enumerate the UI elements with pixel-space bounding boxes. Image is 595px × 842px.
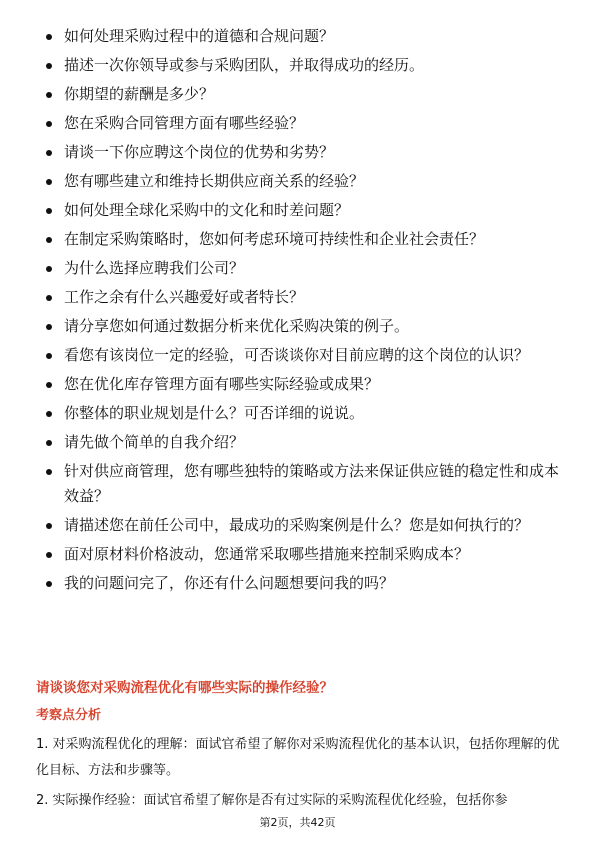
list-item xyxy=(44,24,564,49)
bullet-icon xyxy=(46,92,52,98)
bullet-icon xyxy=(46,324,52,330)
list-item xyxy=(44,343,564,368)
bullet-icon xyxy=(46,353,52,359)
list-item xyxy=(44,430,564,455)
bullet-icon xyxy=(46,121,52,127)
section-title: 考察点分析 xyxy=(36,708,102,723)
list-item xyxy=(44,285,564,310)
list-item-text: 如何处理采购过程中的道德和合规问题？ xyxy=(64,27,335,45)
question-list xyxy=(44,24,564,600)
list-item xyxy=(44,256,564,281)
list-item-text: 面对原材料价格波动，您通常采取哪些措施来控制采购成本？ xyxy=(64,545,470,563)
bullet-icon xyxy=(46,63,52,69)
list-item-text: 看您有该岗位一定的经验，可否谈谈你对目前应聘的这个岗位的认识？ xyxy=(64,346,530,364)
list-item-text: 工作之余有什么兴趣爱好或者特长？ xyxy=(64,288,305,306)
list-item-text: 请谈一下你应聘这个岗位的优势和劣势？ xyxy=(64,143,335,161)
bullet-icon xyxy=(46,552,52,558)
list-item-text: 请分享您如何通过数据分析来优化采购决策的例子。 xyxy=(64,317,410,335)
analysis-list xyxy=(36,732,562,818)
bullet-icon xyxy=(46,34,52,40)
list-item xyxy=(44,140,564,165)
highlight-question: 请谈谈您对采购流程优化有哪些实际的操作经验？ xyxy=(36,680,333,696)
list-item xyxy=(44,571,564,596)
bullet-icon xyxy=(46,411,52,417)
list-item-text: 您在采购合同管理方面有哪些经验？ xyxy=(64,114,305,132)
list-item xyxy=(44,198,564,223)
list-item-text: 我的问题问完了，你还有什么问题想要问我的吗？ xyxy=(64,574,395,592)
list-item-text: 你整体的职业规划是什么？可否详细的说说。 xyxy=(64,404,365,422)
bullet-icon xyxy=(46,382,52,388)
list-item xyxy=(44,82,564,107)
list-item xyxy=(44,53,564,78)
list-item-text: 请描述您在前任公司中，最成功的采购案例是什么？您是如何执行的？ xyxy=(64,516,530,534)
bullet-icon xyxy=(46,266,52,272)
list-item xyxy=(44,401,564,426)
bullet-icon xyxy=(46,523,52,529)
bullet-icon xyxy=(46,469,52,475)
list-item xyxy=(44,227,564,252)
list-item-text: 为什么选择应聘我们公司？ xyxy=(64,259,245,277)
list-item xyxy=(44,459,564,509)
list-item xyxy=(44,542,564,567)
list-item-text: 在制定采购策略时，您如何考虑环境可持续性和企业社会责任？ xyxy=(64,230,485,248)
page-footer: 第2页，共42页 xyxy=(259,816,336,829)
list-item xyxy=(44,513,564,538)
list-item xyxy=(44,372,564,397)
analysis-item: 2. 实际操作经验：面试官希望了解你是否有过实际的采购流程优化经验，包括你参 xyxy=(36,793,508,808)
analysis-item: 1. 对采购流程优化的理解：面试官希望了解你对采购流程优化的基本认识，包括你理解的优化目标、方法和步骤等。 xyxy=(36,737,560,778)
bullet-icon xyxy=(46,440,52,446)
bullet-icon xyxy=(46,237,52,243)
bullet-icon xyxy=(46,581,52,587)
bullet-icon xyxy=(46,208,52,214)
list-item xyxy=(44,111,564,136)
list-item-text: 针对供应商管理，您有哪些独特的策略或方法来保证供应链的稳定性和成本效益？ xyxy=(64,462,560,505)
list-item-text: 请先做个简单的自我介绍？ xyxy=(64,433,245,451)
bullet-icon xyxy=(46,150,52,156)
list-item-text: 您在优化库存管理方面有哪些实际经验或成果？ xyxy=(64,375,380,393)
list-item-text: 你期望的薪酬是多少？ xyxy=(64,85,215,103)
list-item xyxy=(44,314,564,339)
list-item-text: 您有哪些建立和维持长期供应商关系的经验？ xyxy=(64,172,365,190)
bullet-icon xyxy=(46,179,52,185)
list-item-text: 描述一次你领导或参与采购团队，并取得成功的经历。 xyxy=(64,56,425,74)
list-item xyxy=(44,169,564,194)
bullet-icon xyxy=(46,295,52,301)
list-item-text: 如何处理全球化采购中的文化和时差问题？ xyxy=(64,201,350,219)
